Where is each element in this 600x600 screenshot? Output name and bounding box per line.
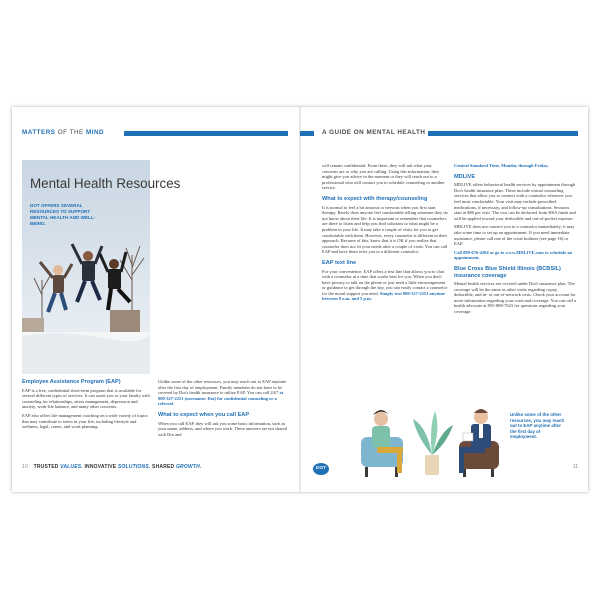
right-page bbox=[300, 107, 588, 492]
bcbsil-heading: Blue Cross Blue Shield Illinois (BCBSIL) insurance coverage bbox=[454, 265, 561, 279]
left-column-2 bbox=[158, 379, 288, 440]
text-line-paragraph: For your convenience, EAP offers a text line that allows you to chat with a counselor at a time that works best for you. When you don't have privacy to talk on the phone or just need a little encouragement or guidance to get through the day, you can easily contact a counselor for the moral support you need. Simply text 800-327-2251 anytime between 9 a.m. and 5 p.m. bbox=[322, 268, 448, 302]
right-column-2 bbox=[454, 163, 578, 318]
left-page bbox=[12, 107, 300, 492]
brochure-spread bbox=[12, 107, 588, 492]
confidential-paragraph: will remain confidential. From there, they will ask what your concerns are or why you are calling. Using this information, they might give you advice in the moment or they will reach out to a professional who will contact you to schedule counseling or another service. bbox=[322, 163, 445, 191]
therapy-paragraph: It is normal to feel a bit anxious or nervous when you first start therapy. Rarely does anyone feel comfortable telling someone they do not know about their life. It is important to remember that counselors are there to listen and help you find solutions to what might be a problem in your life. It may take a couple of visits for you to get comfortable with them. However, every counselor is different in their approach. Because of this, know that it is OK if you realize that counselor does not fit your needs after a couple of visits. You can call EAP and have them refer you to a different counselor. bbox=[322, 204, 448, 255]
left-column-1 bbox=[22, 379, 150, 433]
left-page-number: 10 bbox=[22, 464, 28, 470]
eap-paragraph-2: EAP also offers life management coaching on a wide variety of topics that may contribute to stress in your life, including lifestyle and wellness, legal, career, and work planning. bbox=[22, 412, 148, 430]
text-line-heading: EAP text line bbox=[322, 259, 357, 266]
mdlive-call-link[interactable]: Call 888-676-4204 or go to www.MDLIVE.com to schedule an appointment. bbox=[454, 249, 573, 261]
header-rule bbox=[124, 131, 288, 136]
dot-logo: DOT bbox=[313, 463, 329, 475]
schedule-lead: Central Standard Time, Monday through Friday. bbox=[454, 163, 549, 168]
header-rule-right-left bbox=[300, 131, 314, 136]
call-eap-paragraph: When you call EAP, they will ask you some basic information, such as your name, address, and where you work. These answers are not shared with Dot and bbox=[158, 420, 287, 437]
jumping-people-image bbox=[22, 160, 150, 374]
eap-paragraph-1: EAP is a free, confidential short-term program that is available for several different types of services. It can assist you or your family with counseling for relationships, stress management, depression and anxiety, work-life balance, and many other concerns. bbox=[22, 387, 150, 410]
hero-photo bbox=[22, 160, 181, 374]
therapy-heading: What to expect with therapy/counseling bbox=[322, 195, 428, 202]
right-page-header: A GUIDE ON MENTAL HEALTH bbox=[322, 129, 426, 136]
mdlive-heading: MDLIVE bbox=[454, 173, 476, 180]
call-eap-heading: What to expect when you call EAP bbox=[158, 411, 250, 418]
right-column-1 bbox=[322, 163, 448, 305]
header-rule-right bbox=[428, 131, 578, 136]
pull-quote: Unlike some of the other resources, you may reach out to EAP anytime after the first day of employment. bbox=[510, 412, 565, 440]
right-page-number: 11 bbox=[572, 464, 578, 470]
counseling-illustration bbox=[355, 397, 505, 479]
eap-heading: Employee Assistance Program (EAP) bbox=[22, 379, 121, 385]
bcbsil-paragraph: Mental health services are covered under Dot's insurance plan. The coverage will be the same as other visits regarding copay, deductible, and in- or out-of-network costs. Check your account for more information regarding your costs and coverage. You can call a health advocate at 855-808-7623 for questions regarding your coverage. bbox=[454, 281, 576, 315]
mdlive-paragraph-1: MDLIVE offers behavioral health services by appointment through Dot's health insurance plan. These include virtual counseling services that allow you to connect with a counselor wherever you feel most comfortable. Your visit may include prescribed medications, if necessary, and follow-up consultations. Sessions start at $80 per visit. The cost can be deducted from HSA funds and will be applied toward your deductible and out-of-pocket expense. bbox=[454, 182, 576, 221]
left-footer bbox=[22, 464, 202, 470]
photo-subtitle: DOT OFFERS SEVERAL RESOURCES TO SUPPORT MENTAL HEALTH AND WELL-BEING. bbox=[30, 203, 96, 226]
mdlive-paragraph-2: MDLIVE does not connect you to a counselor immediately; it may take some time to set up an appointment. If you need immediate assistance, please call one of the crisis hotlines (see page 16) or EAP. bbox=[454, 224, 575, 247]
footer-slogan: TRUSTED VALUES. INNOVATIVE SOLUTIONS. SHARED GROWTH. bbox=[33, 464, 202, 470]
photo-title: Mental Health Resources bbox=[30, 176, 181, 191]
left-page-header: MATTERS OF THE MIND bbox=[22, 129, 105, 136]
eap-availability-paragraph: Unlike some of the other resources, you may reach out to EAP anytime after the first day of employment. Family members do not have to be covered by Dot's health insurance to utilize EAP. You can call 24/7 at 800-327-2251 (username: Dot) for confidential counseling or a referral. bbox=[158, 379, 287, 407]
